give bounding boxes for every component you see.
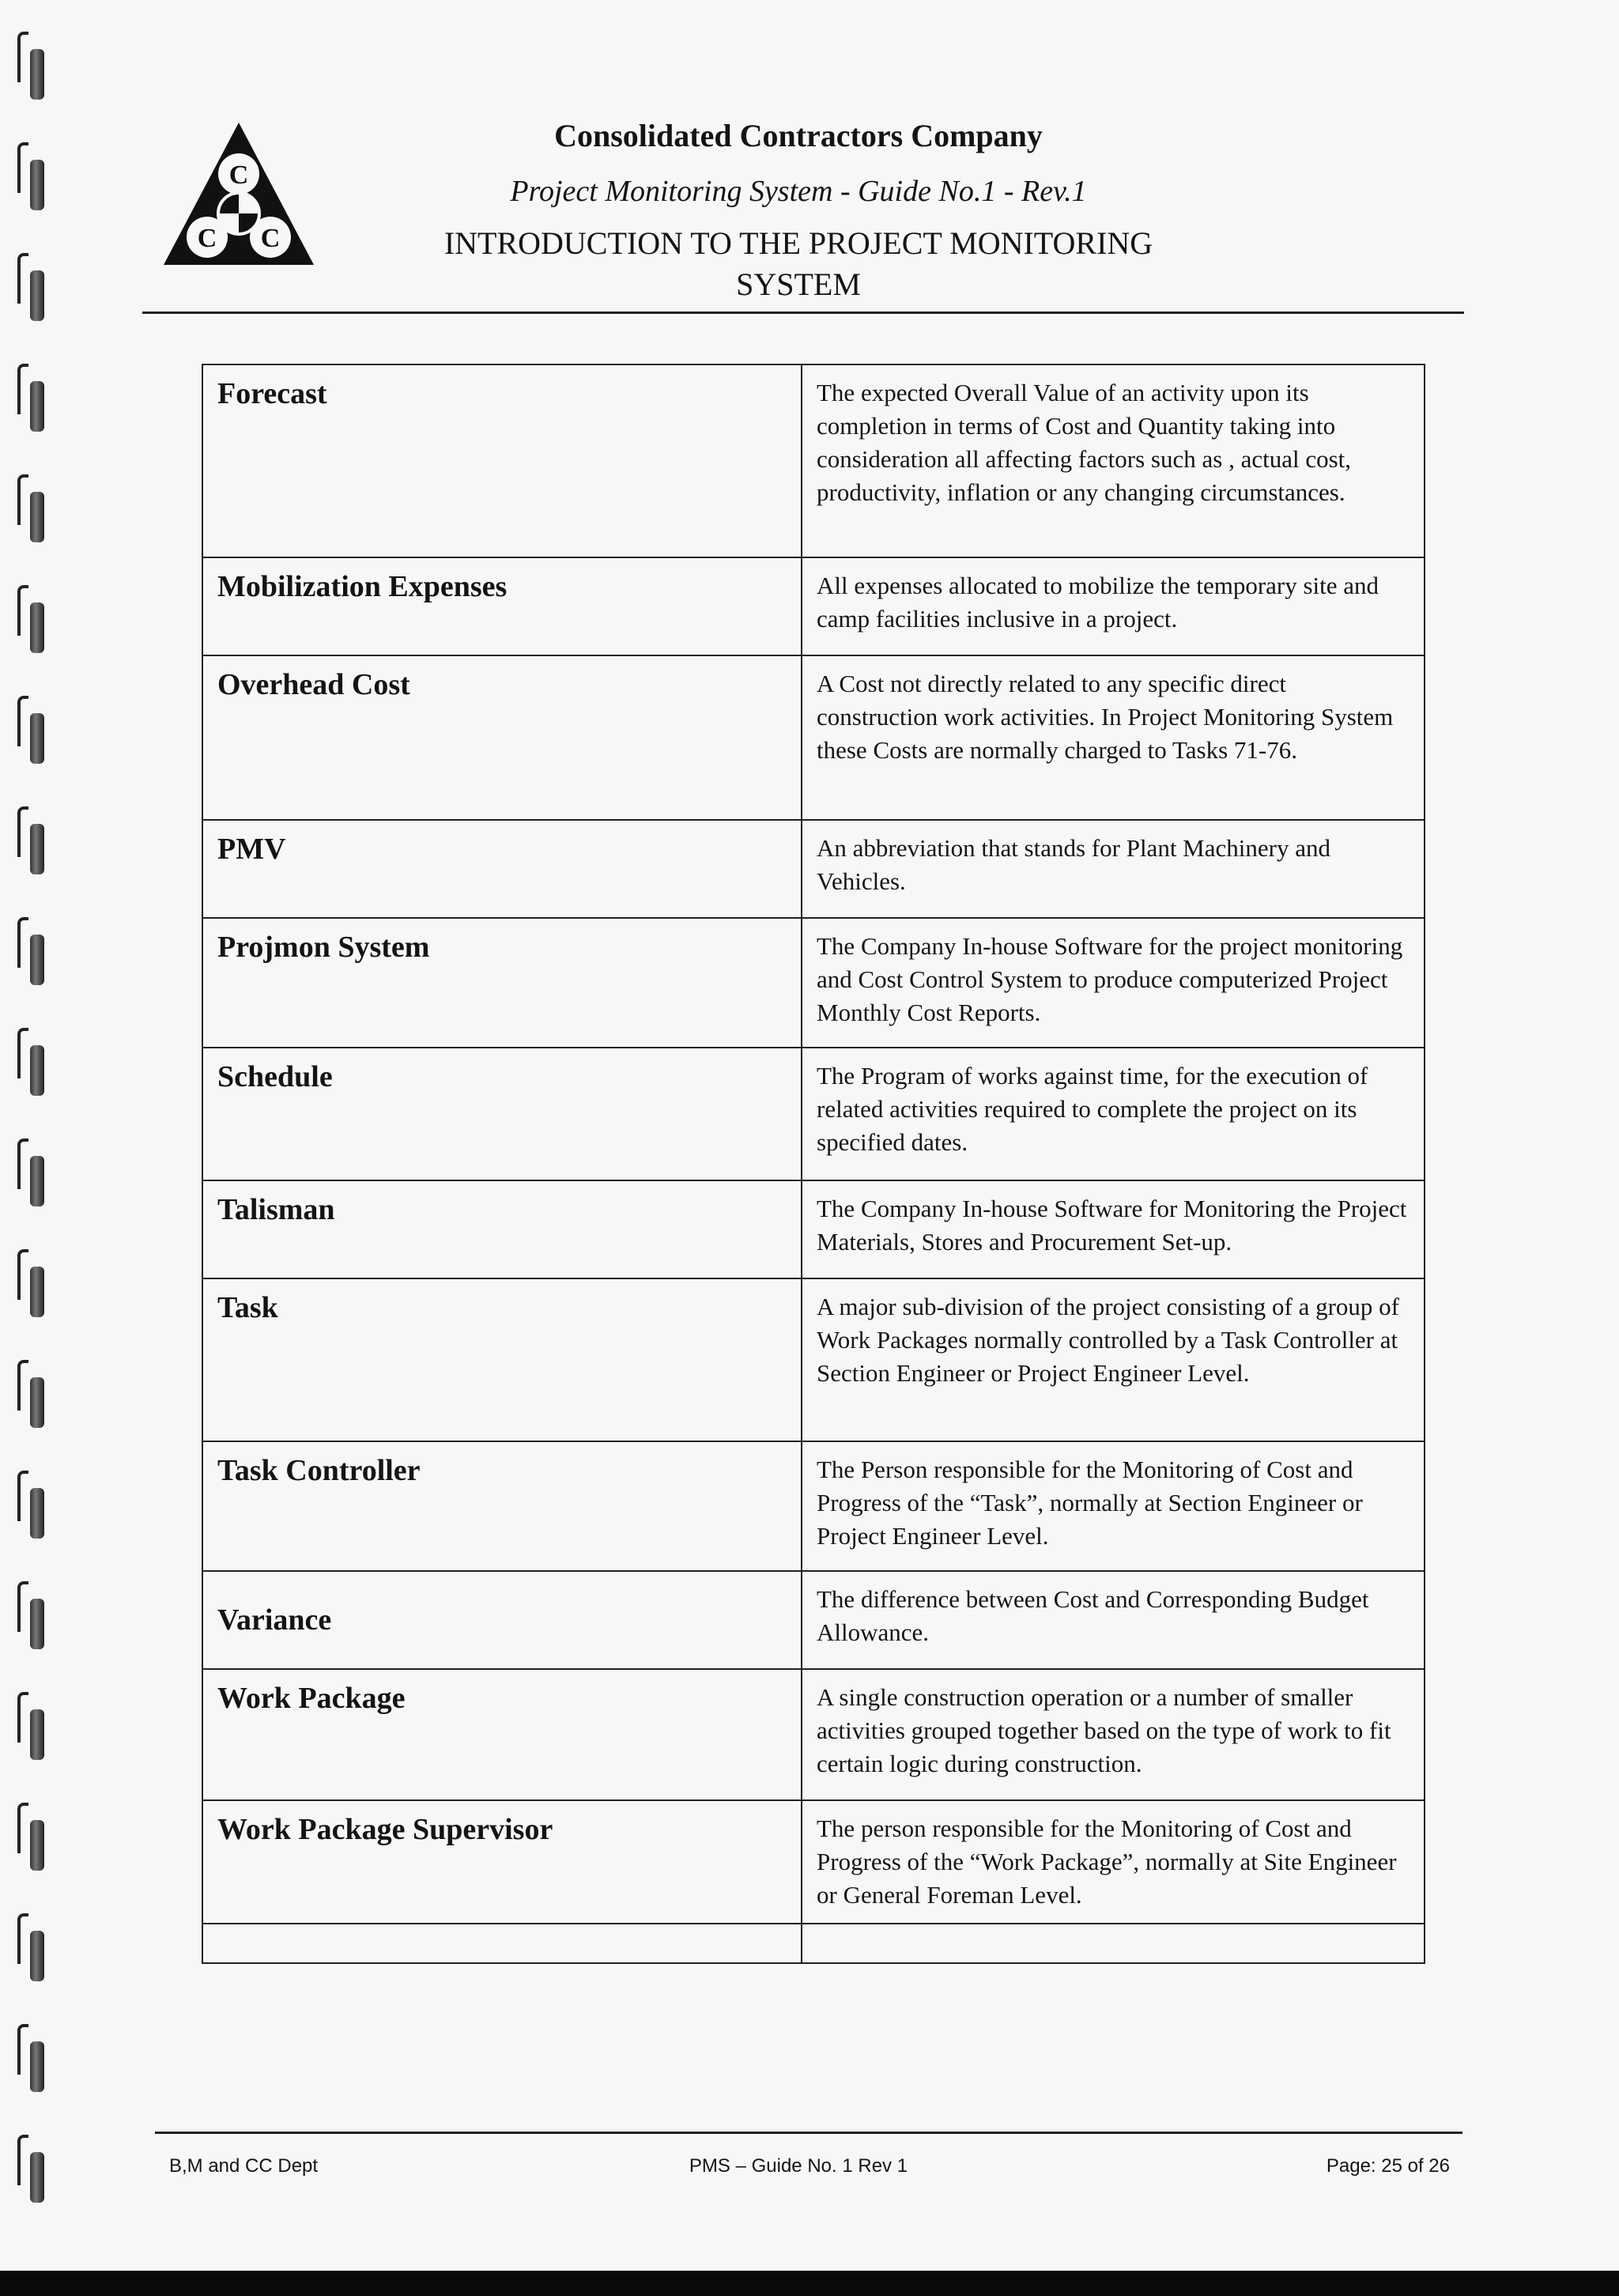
glossary-definition: The difference between Cost and Corresponding Budget Allowance. xyxy=(802,1571,1425,1669)
glossary-term: Overhead Cost xyxy=(202,655,802,820)
scan-edge-band xyxy=(0,2271,1619,2296)
binding-ring-icon xyxy=(17,585,38,655)
glossary-definition: A major sub-division of the project consisting of a group of Work Packages normally controlled by a Task Controller at Section Engineer or Project Engineer Level. xyxy=(802,1278,1425,1441)
table-row xyxy=(202,1669,1425,1800)
glossary-term: Work Package xyxy=(202,1669,802,1800)
binding-ring-icon xyxy=(17,2024,38,2094)
binding-ring-icon xyxy=(17,1249,38,1319)
footer-page-number: Page: 25 of 26 xyxy=(1326,2155,1450,2177)
binding-ring-icon xyxy=(17,474,38,544)
glossary-term: Mobilization Expenses xyxy=(202,557,802,655)
glossary-term: Variance xyxy=(202,1571,802,1669)
logo-letter-top: C xyxy=(228,160,249,190)
glossary-definition: The person responsible for the Monitoring of Cost and Progress of the “Work Package”, normally at Site Engineer or General Foreman Level. xyxy=(802,1800,1425,1924)
table-row xyxy=(202,655,1425,820)
empty-cell xyxy=(202,1924,802,1963)
binding-ring-icon xyxy=(17,1913,38,1983)
binding-ring-icon xyxy=(17,142,38,212)
binding-ring-icon xyxy=(17,364,38,433)
spiral-binding xyxy=(0,0,63,2230)
glossary-term: Schedule xyxy=(202,1048,802,1180)
binding-ring-icon xyxy=(17,806,38,876)
table-row xyxy=(202,1800,1425,1924)
table-row xyxy=(202,1180,1425,1278)
glossary-definition: The Person responsible for the Monitoring of Cost and Progress of the “Task”, normally at Section Engineer or Project Engineer Level. xyxy=(802,1441,1425,1571)
table-row xyxy=(202,364,1425,557)
binding-ring-icon xyxy=(17,2135,38,2204)
table-row xyxy=(202,1571,1425,1669)
glossary-definition: The Company In-house Software for the project monitoring and Cost Control System to produce computerized Project Monthly Cost Reports. xyxy=(802,918,1425,1048)
binding-ring-icon xyxy=(17,1581,38,1651)
binding-ring-icon xyxy=(17,1360,38,1429)
glossary-term: Talisman xyxy=(202,1180,802,1278)
binding-ring-icon xyxy=(17,1028,38,1097)
company-name: Consolidated Contractors Company xyxy=(554,118,1043,153)
glossary-definition: All expenses allocated to mobilize the temporary site and camp facilities inclusive in a project. xyxy=(802,557,1425,655)
binding-ring-icon xyxy=(17,253,38,323)
glossary-term: Projmon System xyxy=(202,918,802,1048)
glossary-table xyxy=(202,364,1425,1964)
document-subtitle: Project Monitoring System - Guide No.1 - Rev.1 xyxy=(510,175,1087,208)
glossary-definition: An abbreviation that stands for Plant Machinery and Vehicles. xyxy=(802,820,1425,918)
glossary-definition: The expected Overall Value of an activity upon its completion in terms of Cost and Quantity taking into consideration all affecting factors such as , actual cost, productivity, inflation or any changing circumstances. xyxy=(802,364,1425,557)
table-row xyxy=(202,1441,1425,1571)
section-title-line-2: SYSTEM xyxy=(736,266,861,302)
glossary-term: Forecast xyxy=(202,364,802,557)
binding-ring-icon xyxy=(17,1692,38,1762)
binding-ring-icon xyxy=(17,917,38,987)
header-rule xyxy=(142,312,1464,314)
glossary-term: Task xyxy=(202,1278,802,1441)
binding-ring-icon xyxy=(17,32,38,101)
binding-ring-icon xyxy=(17,696,38,765)
footer-rule xyxy=(155,2132,1462,2134)
glossary-term: Work Package Supervisor xyxy=(202,1800,802,1924)
glossary-definition: The Program of works against time, for the execution of related activities required to complete the project on its specified dates. xyxy=(802,1048,1425,1180)
glossary-definition: A Cost not directly related to any specific direct construction work activities. In Project Monitoring System these Costs are normally charged to Tasks 71-76. xyxy=(802,655,1425,820)
table-row-empty xyxy=(202,1924,1425,1963)
table-row xyxy=(202,1278,1425,1441)
section-title-line-1: INTRODUCTION TO THE PROJECT MONITORING xyxy=(443,225,1153,261)
footer-document-ref: PMS – Guide No. 1 Rev 1 xyxy=(689,2155,908,2177)
glossary-term: PMV xyxy=(202,820,802,918)
table-row xyxy=(202,820,1425,918)
binding-ring-icon xyxy=(17,1471,38,1540)
section-title xyxy=(348,223,1249,305)
binding-ring-icon xyxy=(17,1139,38,1208)
table-row xyxy=(202,1048,1425,1180)
empty-cell xyxy=(802,1924,1425,1963)
glossary-definition: A single construction operation or a number of smaller activities grouped together based on the type of work to fit certain logic during construction. xyxy=(802,1669,1425,1800)
logo-letter-right: C xyxy=(260,224,281,253)
company-logo-icon xyxy=(160,119,318,269)
logo-letter-left: C xyxy=(197,224,217,253)
glossary-definition: The Company In-house Software for Monitoring the Project Materials, Stores and Procurement Set-up. xyxy=(802,1180,1425,1278)
glossary-term: Task Controller xyxy=(202,1441,802,1571)
footer-department: B,M and CC Dept xyxy=(169,2155,319,2177)
table-row xyxy=(202,557,1425,655)
table-row xyxy=(202,918,1425,1048)
binding-ring-icon xyxy=(17,1803,38,1872)
